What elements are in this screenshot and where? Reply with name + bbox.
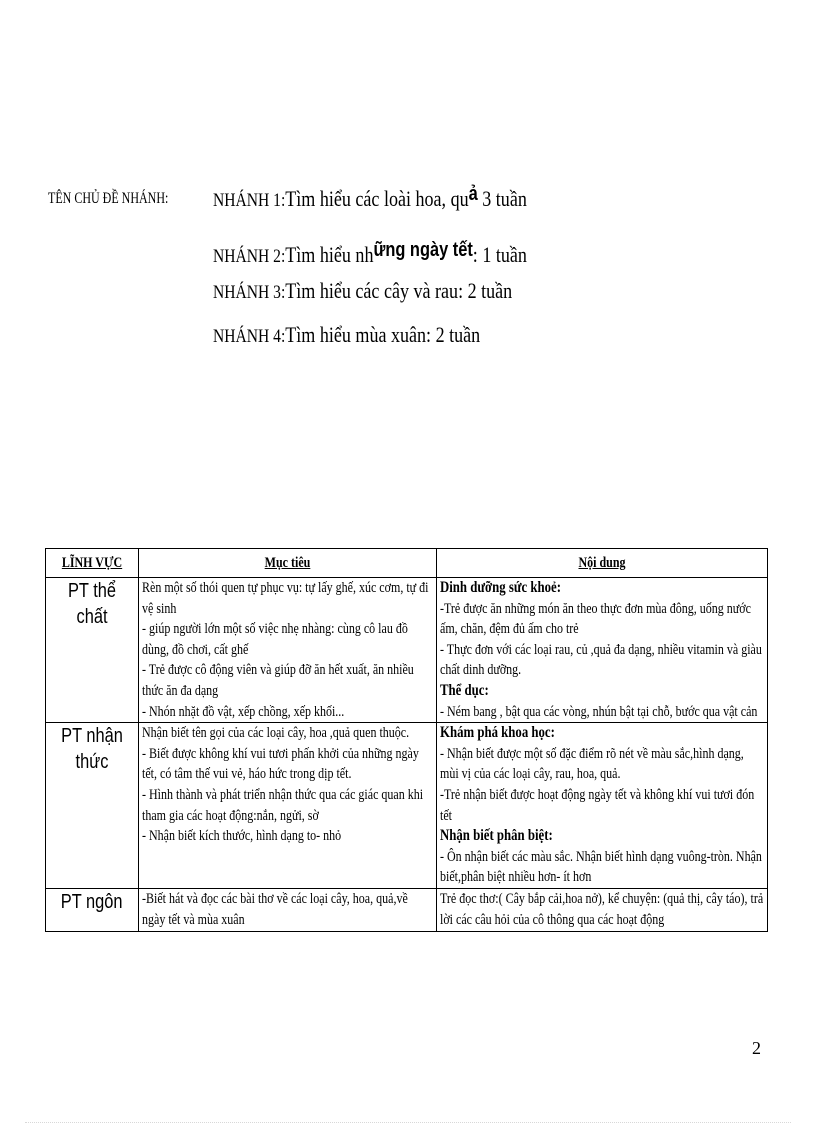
content-item: - Ôn nhận biết các màu sắc. Nhận biết hình dạng vuông-tròn. Nhận biết,phân biệt nhiều hơn- ít hơn bbox=[440, 848, 762, 886]
branch-duration: : 1 tuần bbox=[472, 242, 527, 267]
content-item: - Thực đơn với các loại rau, củ ,quả đa dạng, nhiều vitamin và giàu chất dinh dưỡng. bbox=[440, 641, 762, 679]
area-cell: PT thể chất bbox=[46, 578, 139, 723]
goal-item: - Nhón nhặt đồ vật, xếp chồng, xếp khối... bbox=[142, 703, 345, 720]
content-item: -Trẻ được ăn những món ăn theo thực đơn mùa đông, uống nước ấm, chăn, đệm đủ ấm cho trẻ bbox=[440, 600, 751, 638]
branch-label: NHÁNH 1: bbox=[213, 190, 286, 211]
content-item: - Ném bang , bật qua các vòng, nhún bật tại chỗ, bước qua vật cản bbox=[440, 703, 758, 720]
content-heading: Thể dục: bbox=[440, 681, 489, 699]
header-goals: Mục tiêu bbox=[139, 549, 437, 578]
header-area: LĨNH VỰC bbox=[46, 549, 139, 578]
branch-title: Tìm hiểu mùa xuân: bbox=[285, 322, 432, 347]
content-heading: Khám phá khoa học: bbox=[440, 724, 555, 742]
branch-2 bbox=[213, 239, 527, 268]
goal-item: - Trẻ được cô động viên và giúp đỡ ăn hết xuất, ăn nhiều thức ăn đa dạng bbox=[142, 662, 414, 699]
goal-item: - Nhận biết kích thước, hình dạng to- nhỏ bbox=[142, 828, 342, 845]
content-heading: Nhận biết phân biệt: bbox=[440, 827, 553, 845]
content-heading: Dinh dưỡng sức khoẻ: bbox=[440, 579, 561, 596]
branch-4 bbox=[213, 322, 480, 348]
branch-title: Tìm hiểu nh bbox=[285, 242, 374, 267]
table-row bbox=[46, 723, 768, 889]
area-cell: PT nhận thức bbox=[46, 723, 139, 889]
header-content: Nội dung bbox=[437, 549, 768, 578]
goal-item: - Hình thành và phát triển nhận thức qua các giác quan khi tham gia các hoạt động:nắn, ngửi, sờ bbox=[142, 786, 424, 824]
table-header-row bbox=[46, 549, 768, 578]
goal-item: -Biết hát và đọc các bài thơ về các loại cây, hoa, quả,về ngày tết và mùa xuân bbox=[142, 890, 408, 928]
branch-duration: 2 tuần bbox=[463, 278, 513, 303]
branch-duration: 3 tuần bbox=[477, 186, 527, 211]
goals-cell bbox=[139, 723, 437, 889]
branch-label: NHÁNH 3: bbox=[213, 282, 286, 303]
content-cell bbox=[437, 723, 768, 889]
goal-item: - Biết được không khí vui tươi phấn khởi của những ngày tết, có tâm thế vui vẻ, háo hức trong dịp tết. bbox=[142, 745, 419, 783]
goals-cell bbox=[139, 888, 437, 931]
branch-1 bbox=[213, 183, 527, 212]
area-cell: PT ngôn bbox=[46, 888, 139, 931]
education-plan-table bbox=[45, 548, 768, 932]
content-cell bbox=[437, 578, 768, 723]
goals-cell bbox=[139, 578, 437, 723]
table-row bbox=[46, 888, 768, 931]
page-number: 2 bbox=[752, 1038, 761, 1058]
branch-title-extra: ững ngày tết bbox=[373, 239, 473, 261]
branch-duration: 2 tuần bbox=[431, 322, 481, 347]
content-cell bbox=[437, 888, 768, 931]
table-row bbox=[46, 578, 768, 723]
branch-title-extra: ả bbox=[468, 183, 478, 205]
goal-item: Nhận biết tên gọi của các loại cây, hoa ,quả quen thuộc. bbox=[142, 725, 410, 742]
branch-title: Tìm hiểu các cây và rau: bbox=[285, 278, 464, 303]
branch-3 bbox=[213, 278, 512, 304]
content-item: -Trẻ nhận biết được hoạt động ngày tết và không khí vui tươi đón tết bbox=[440, 786, 755, 824]
goal-item: - giúp người lớn một số việc nhẹ nhàng: cùng cô lau đồ dùng, đồ chơi, cất ghế bbox=[142, 621, 408, 658]
content-item: - Nhận biết được một số đặc điểm rõ nét về màu sắc,hình dạng, mùi vị của các loại cây, rau, hoa, quả. bbox=[440, 745, 744, 783]
branch-label: NHÁNH 4: bbox=[213, 326, 286, 347]
branch-title: Tìm hiểu các loài hoa, qu bbox=[285, 186, 469, 211]
branch-label: NHÁNH 2: bbox=[213, 246, 286, 267]
content-item: Trẻ đọc thơ:( Cây bắp cải,hoa nở), kể chuyện: (quả thị, cây táo), trả lời các câu hỏi của cô thông qua các hoạt động bbox=[440, 890, 764, 928]
goal-item: Rèn một số thói quen tự phục vụ: tự lấy ghế, xúc cơm, tự đi vệ sinh bbox=[142, 580, 429, 617]
topic-label: TÊN CHỦ ĐỀ NHÁNH: bbox=[48, 190, 169, 207]
